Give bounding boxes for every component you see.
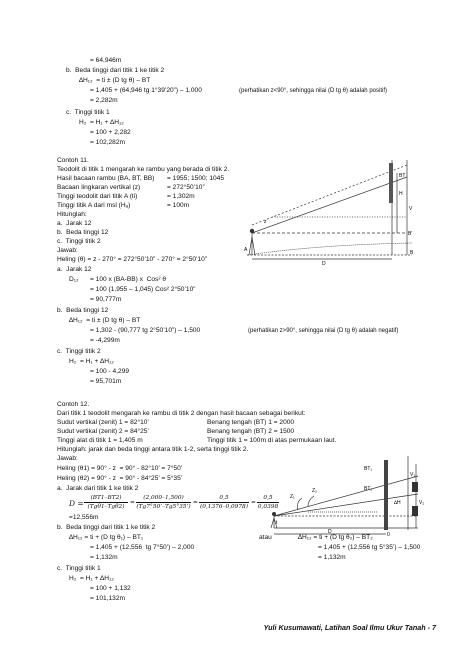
c11-fig-b: B: [410, 250, 414, 256]
c12-atau: atau: [259, 534, 272, 541]
c11-row1-value: = 1955; 1500; 1045: [167, 175, 225, 182]
c11-jawab: Jawab:: [57, 247, 78, 254]
c11-d12-formula: = 100 x (BA-BB) x Cos² θ: [90, 276, 167, 283]
c11-row3-value: = 1,302m: [167, 193, 195, 200]
top-b-heading: b. Beda tinggi dari titik 1 ke titik 2: [66, 67, 165, 74]
c12-frac2-den: (Tg7°50’–Tg5°35’): [136, 504, 191, 510]
c12-frac4-num: 0,5: [263, 495, 273, 501]
c11-d12-label: D₁₂: [69, 276, 79, 283]
c11-intro: Teodolit di titik 1 mengarah ke rambu yang berada di titik 2.: [57, 166, 230, 173]
c11-h-result: = 95,701m: [90, 378, 122, 385]
c12-fig-bt1: BT₁: [364, 466, 373, 472]
top-dh-result: = 2,282m: [90, 97, 118, 104]
c12-fig-bt2: BT₂: [364, 486, 373, 492]
c12-eq2: =: [193, 500, 198, 506]
c11-row3-label: Tinggi teodolit dari titik A (ti): [57, 193, 138, 200]
c12-fig-z2: Z₂: [312, 488, 317, 494]
c11-fig-bt: BT: [399, 173, 406, 179]
c12-h-result: = 101,132m: [90, 595, 126, 602]
c12-s1-right: Benang tengah (BT) 1 = 2000: [207, 419, 295, 426]
c12-s1-left: Sudut vertikal (zenit) 1 = 82°10’: [57, 419, 149, 426]
c11-row1-label: Hasil bacaan rambu (BA, BT, BB): [57, 175, 155, 182]
c12-d-result: =12,556m: [69, 514, 99, 521]
c11-dh-result: = -4,299m: [90, 337, 120, 344]
top-c-heading: c. Tinggi titik 1: [66, 109, 110, 116]
c12-dh-formula: ∆H₁₂ = ti + (D tg θ₁) – BT₁: [69, 534, 144, 541]
c11-d12-result: = 90,777m: [90, 296, 122, 303]
c11-h-formula: H₂ = H₁ + ∆H₁₂: [69, 358, 114, 365]
c12-frac1-den: (Tgθ1–Tgθ2): [87, 504, 125, 510]
c12-frac2-num: (2,000–1,500): [143, 495, 184, 501]
top-dh-calc: = 1,405 + (64,946 tg 1°39’20”) – 1,000: [90, 87, 202, 94]
c11-dh-calc: = 1,302 - (90,777 tg 2°50’10”) – 1,500: [90, 327, 201, 334]
c12-title: Contoh 12.: [57, 401, 90, 408]
c12-heling1: Heling (θ1) = 90° - z = 90° - 82°10’ = 7°50’: [57, 465, 183, 472]
c12-frac3-den: (0,1376–0,0978): [200, 504, 248, 510]
c11-h-calc: = 100 - 4,299: [90, 368, 130, 375]
c12-fig-z1: Z₁: [290, 494, 295, 500]
c12-s2-right: Benang tengah (BT) 2 = 1500: [207, 428, 295, 435]
c12-figure: [268, 446, 428, 538]
c11-fig-a: A: [244, 247, 248, 253]
c12-h-calc: = 100 + 1,132: [90, 585, 131, 592]
c12-frac1-num: (BT1–BT2): [90, 495, 122, 501]
c11-question-a: a. Jarak 12: [57, 220, 92, 227]
c11-question-b: b. Beda tinggi 12: [57, 229, 109, 236]
c12-fig-t: t: [276, 520, 278, 526]
c11-c-heading: c. Tinggi titik 2: [57, 348, 101, 355]
c11-note: (perhatikan z>90°, sehingga nilai (D tg θ) adalah negatif): [248, 328, 399, 334]
c11-dh-formula: ∆H₁₂ = ti ± (D tg θ) – BT: [69, 317, 141, 324]
c12-fig-d: D: [328, 529, 332, 535]
c11-fig-v: V: [409, 206, 413, 212]
c11-fig-bprime: B': [408, 231, 413, 237]
c12-fig-v2: V₂: [419, 500, 425, 506]
c12-s2-left: Sudut vertikal (zenit) 2 = 84°25’: [57, 428, 149, 435]
top-dh-formula: ∆H₁₂ = ti ± (D tg θ) – BT: [79, 77, 151, 84]
c12-dh-alt-formula: ∆H₁₂ = ti + (D tg θ₂) – BT₂: [298, 534, 373, 541]
c12-dh-alt-calc: = 1,405 + (12,556 tg 5°35’) – 1,500: [318, 544, 421, 551]
c11-title: Contoh 11.: [57, 157, 89, 164]
c11-fig-d: D: [322, 261, 326, 265]
c11-b-heading: b. Beda tinggi 12: [57, 307, 109, 314]
c11-row2-value: = 272°50’10”: [167, 184, 205, 191]
c12-ti-right: Tinggi titik 1 = 100m di atas permukaan laut.: [207, 437, 337, 444]
c12-ti: Tinggi alat di titik 1 = 1,405 m: [57, 437, 143, 444]
c12-dh-alt-result: = 1,132m: [318, 554, 346, 561]
c11-d12-calc: = 100 (1,955 – 1,045) Cos² 2°50’10”: [90, 286, 196, 293]
c11-figure: [242, 155, 422, 265]
c12-intro: Dari titik 1 teodolit mengarah ke rambu di titik 2 dengan hasil bacaan sebagai berikut:: [57, 410, 306, 417]
c11-fig-h: H: [399, 191, 403, 197]
c12-fig-v1: V₁: [410, 472, 416, 478]
c11-heling: Heling (θ) = z - 270° = 272°50’10” - 270° = 2°50’10”: [57, 256, 208, 263]
c12-eq1: =: [130, 500, 135, 506]
c11-row4-value: = 100m: [167, 202, 190, 209]
c12-dh-result: = 1,132m: [90, 554, 118, 561]
top-h-result: = 102,282m: [90, 139, 126, 146]
top-note: (perhatikan z<90°, sehingga nilai (D tg θ) adalah positif): [239, 88, 387, 94]
c12-d-label: D =: [69, 499, 84, 508]
c11-row4-label: Tinggi titik A dari msl (Hₐ): [57, 202, 131, 209]
c12-eq3: =: [251, 500, 256, 506]
c12-b-heading: b. Beda tinggi dari titik 1 ke titik 2: [57, 524, 156, 531]
top-h-calc: = 100 + 2,282: [90, 129, 131, 136]
c12-heling2: Heling (θ2) = 90° - z = 90° - 84°25’ = 5°35’: [57, 475, 183, 482]
c12-jawab: Jawab:: [57, 455, 78, 462]
c11-fig-z: z: [264, 219, 267, 225]
top-line-result: = 64,946m: [90, 57, 122, 64]
c12-a-heading: a. Jarak dari titik 1 ke titik 2: [57, 485, 139, 492]
c12-hitunglah: Hitunglah: jarak dan beda tinggi antara titik 1-2, serta tinggi titik 2.: [57, 446, 249, 453]
c12-c-heading: c. Tinggi titik 1: [57, 565, 101, 572]
c12-frac3-num: 0,5: [219, 495, 229, 501]
page-footer: Yuli Kusumawati, Latihan Soal Ilmu Ukur Tanah - 7: [263, 623, 436, 632]
top-h-formula: H₂ = H₁ + ∆H₁₂: [79, 119, 124, 126]
c12-fig-dh: ∆H: [394, 500, 401, 506]
c12-dh-calc: = 1,405 + (12,556 tg 7°50’) – 2,000: [90, 544, 195, 551]
c12-frac4-den: 0,0398: [257, 504, 279, 510]
c11-question-c: c. Tinggi titik 2: [57, 238, 101, 245]
c12-fig-o: 0: [387, 532, 390, 538]
c11-a-heading: a. Jarak 12: [57, 266, 92, 273]
c11-row2-label: Bacaan lingkaran vertikal (z): [57, 184, 141, 191]
c11-hitunglah: Hitunglah:: [57, 211, 87, 218]
c12-h-formula: H₂ = H₁ + ∆H₁₂: [69, 575, 114, 582]
